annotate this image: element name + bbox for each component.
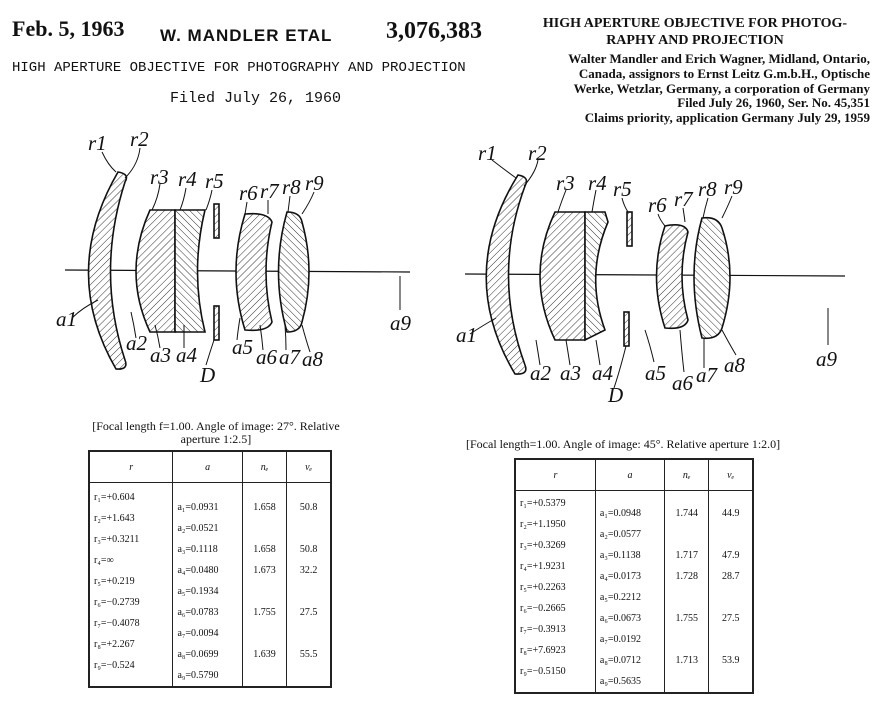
label-r5: r5 xyxy=(613,177,632,201)
a-value: a₉=0.5790 xyxy=(177,670,219,681)
r-value: r₂=+1.643 xyxy=(94,513,135,524)
v-value xyxy=(713,629,748,650)
n-value: 1.755 xyxy=(253,607,276,618)
v-value: 27.5 xyxy=(721,613,740,624)
label-a3: a3 xyxy=(560,361,581,385)
label-a1: a1 xyxy=(56,307,77,331)
r-value: r₄=+1.9231 xyxy=(520,561,566,572)
n-column xyxy=(242,483,287,688)
right-title-line-2: RAPHY AND PROJECTION xyxy=(606,33,784,48)
a-value: a₅=0.1934 xyxy=(177,586,219,597)
r-column xyxy=(89,483,173,688)
table-body xyxy=(89,483,331,688)
label-a6: a6 xyxy=(256,345,277,369)
r-value: r₆=−0.2665 xyxy=(520,603,566,614)
n-value: 1.673 xyxy=(253,565,276,576)
a-value: a₅=0.2212 xyxy=(599,592,641,603)
col-header-v: νₑ xyxy=(709,459,753,491)
v-value: 50.8 xyxy=(299,502,318,513)
label-r7: r7 xyxy=(674,187,693,211)
a-column xyxy=(595,491,664,694)
a-value: a₁=0.0948 xyxy=(599,508,641,519)
r-value: r₇=−0.4078 xyxy=(94,618,140,629)
lens-element-5 xyxy=(279,212,310,332)
v-value xyxy=(713,524,748,545)
a-value: a₇=0.0192 xyxy=(599,634,641,645)
v-value xyxy=(291,665,326,686)
label-a2: a2 xyxy=(530,361,551,385)
r-value: r₈=+7.6923 xyxy=(520,645,566,656)
table-body xyxy=(515,491,753,694)
label-a8: a8 xyxy=(724,353,745,377)
label-r9: r9 xyxy=(724,175,743,199)
lens-element-4 xyxy=(236,214,272,331)
a-value: a₄=0.0480 xyxy=(177,565,219,576)
lens-element-2 xyxy=(136,210,175,332)
label-a7: a7 xyxy=(279,345,300,369)
label-a5: a5 xyxy=(232,335,253,359)
filed-date: Filed July 26, 1960 xyxy=(170,90,342,107)
a-value: a₃=0.1118 xyxy=(177,544,218,555)
v-value xyxy=(291,623,326,644)
lens-element-3 xyxy=(585,212,608,340)
r-column xyxy=(515,491,595,694)
label-r9: r9 xyxy=(305,171,324,195)
n-value xyxy=(247,581,283,602)
label-a3: a3 xyxy=(150,343,171,367)
label-a4: a4 xyxy=(176,343,197,367)
left-table-caption: [Focal length f=1.00. Angle of image: 27°. Relative aperture 1:2.5] xyxy=(92,419,340,446)
label-a2: a2 xyxy=(126,331,147,355)
n-value xyxy=(247,518,283,539)
n-value xyxy=(247,623,283,644)
r-value: r₉=−0.524 xyxy=(94,660,135,671)
col-header-n: nₑ xyxy=(242,451,287,483)
a-value: a₇=0.0094 xyxy=(177,628,219,639)
n-value: 1.713 xyxy=(675,655,698,666)
diaphragm-upper xyxy=(214,204,219,238)
r-value: r₂=+1.1950 xyxy=(520,519,566,530)
r-value: r₁=+0.604 xyxy=(94,492,135,503)
col-header-a: a xyxy=(173,451,242,483)
r-value: r₃=+0.3269 xyxy=(520,540,566,551)
right-header-line: Filed July 26, 1960, Ser. No. 45,351 xyxy=(677,95,870,110)
r-value: r₅=+0.2263 xyxy=(520,582,566,593)
a-value: a₂=0.0521 xyxy=(177,523,219,534)
col-header-a: a xyxy=(595,459,664,491)
right-header-line: Werke, Wetzlar, Germany, a corporation of Germany xyxy=(573,81,870,96)
v-value xyxy=(291,518,326,539)
col-header-r: r xyxy=(515,459,595,491)
v-value: 28.7 xyxy=(721,571,740,582)
r-value: r₇=−0.3913 xyxy=(520,624,566,635)
r-value: r₉=−0.5150 xyxy=(520,666,566,677)
label-r6: r6 xyxy=(239,181,258,205)
r-value: r₆=−0.2739 xyxy=(94,597,140,608)
right-header-line: Walter Mandler and Erich Wagner, Midland, Ontario, xyxy=(568,51,870,66)
v-value: 53.9 xyxy=(721,655,740,666)
lens-element-2 xyxy=(540,212,585,340)
label-a9: a9 xyxy=(816,347,837,371)
col-header-r: r xyxy=(89,451,173,483)
v-value: 50.8 xyxy=(299,544,318,555)
n-value: 1.658 xyxy=(253,502,276,513)
n-column xyxy=(665,491,709,694)
label-r2: r2 xyxy=(130,127,149,151)
label-r6: r6 xyxy=(648,193,667,217)
v-value: 27.5 xyxy=(299,607,318,618)
n-value: 1.717 xyxy=(675,550,698,561)
right-data-table xyxy=(514,458,754,694)
label-r8: r8 xyxy=(282,175,301,199)
optical-axis xyxy=(465,274,845,276)
v-value xyxy=(713,671,748,692)
label-a9: a9 xyxy=(390,311,411,335)
v-column xyxy=(709,491,753,694)
n-value: 1.728 xyxy=(675,571,698,582)
r-value: r₁=+0.5379 xyxy=(520,498,566,509)
label-r5: r5 xyxy=(205,169,224,193)
right-title-line-1: HIGH APERTURE OBJECTIVE FOR PHOTOG- xyxy=(542,16,848,31)
r-value: r₄=∞ xyxy=(94,555,114,566)
label-r7: r7 xyxy=(260,179,279,203)
a-value: a₁=0.0931 xyxy=(177,502,219,513)
lens-element-5 xyxy=(694,218,730,339)
col-header-v: νₑ xyxy=(287,451,331,483)
label-a8: a8 xyxy=(302,347,323,371)
label-a5: a5 xyxy=(645,361,666,385)
n-value: 1.658 xyxy=(253,544,276,555)
r-value: r₅=+0.219 xyxy=(94,576,135,587)
left-data-table xyxy=(88,450,332,688)
col-header-n: nₑ xyxy=(665,459,709,491)
diaphragm-lower xyxy=(624,312,629,346)
n-value xyxy=(247,665,283,686)
label-r3: r3 xyxy=(150,165,169,189)
label-r1: r1 xyxy=(88,131,107,155)
right-table-caption: [Focal length=1.00. Angle of image: 45°. Relative aperture 1:2.0] xyxy=(466,437,781,451)
patent-date: Feb. 5, 1963 xyxy=(12,16,125,41)
n-value: 1.639 xyxy=(253,649,276,660)
label-r4: r4 xyxy=(178,167,197,191)
v-value xyxy=(291,581,326,602)
r-value: r₈=+2.267 xyxy=(94,639,135,650)
a-value: a₉=0.5635 xyxy=(599,676,641,687)
n-value xyxy=(669,524,704,545)
a-column xyxy=(173,483,242,688)
v-value: 32.2 xyxy=(299,565,318,576)
a-value: a₂=0.0577 xyxy=(599,529,641,540)
a-value: a₆=0.0783 xyxy=(177,607,219,618)
v-column xyxy=(287,483,331,688)
diaphragm-lower xyxy=(214,306,219,340)
a-value: a₈=0.0699 xyxy=(177,649,219,660)
v-value: 47.9 xyxy=(721,550,740,561)
label-r2: r2 xyxy=(528,141,547,165)
n-value xyxy=(669,671,704,692)
v-value xyxy=(713,587,748,608)
n-value xyxy=(669,587,704,608)
a-value: a₆=0.0673 xyxy=(599,613,641,624)
right-header-line: Claims priority, application Germany July 29, 1959 xyxy=(584,110,870,125)
patent-title: HIGH APERTURE OBJECTIVE FOR PHOTOGRAPHY AND PROJECTION xyxy=(12,60,466,76)
n-value xyxy=(669,629,704,650)
label-a1: a1 xyxy=(456,323,477,347)
a-value: a₃=0.1138 xyxy=(599,550,641,561)
patent-inventor: W. MANDLER ETAL xyxy=(160,26,333,45)
v-value: 44.9 xyxy=(721,508,740,519)
a-value: a₄=0.0173 xyxy=(599,571,641,582)
label-diaphragm: D xyxy=(200,363,216,387)
label-diaphragm: D xyxy=(608,383,624,407)
diaphragm-upper xyxy=(627,212,632,246)
label-a4: a4 xyxy=(592,361,613,385)
label-r1: r1 xyxy=(478,141,497,165)
n-value: 1.755 xyxy=(675,613,698,624)
label-r4: r4 xyxy=(588,171,607,195)
right-header-line: Canada, assignors to Ernst Leitz G.m.b.H., Optische xyxy=(578,66,870,81)
label-a7: a7 xyxy=(696,363,717,387)
r-value: r₃=+0.3211 xyxy=(94,534,140,545)
patent-number: 3,076,383 xyxy=(386,18,482,44)
label-a6: a6 xyxy=(672,371,693,395)
a-value: a₈=0.0712 xyxy=(599,655,641,666)
v-value: 55.5 xyxy=(299,649,318,660)
label-r3: r3 xyxy=(556,171,575,195)
lens-element-4 xyxy=(657,225,689,328)
n-value: 1.744 xyxy=(675,508,698,519)
label-r8: r8 xyxy=(698,177,717,201)
